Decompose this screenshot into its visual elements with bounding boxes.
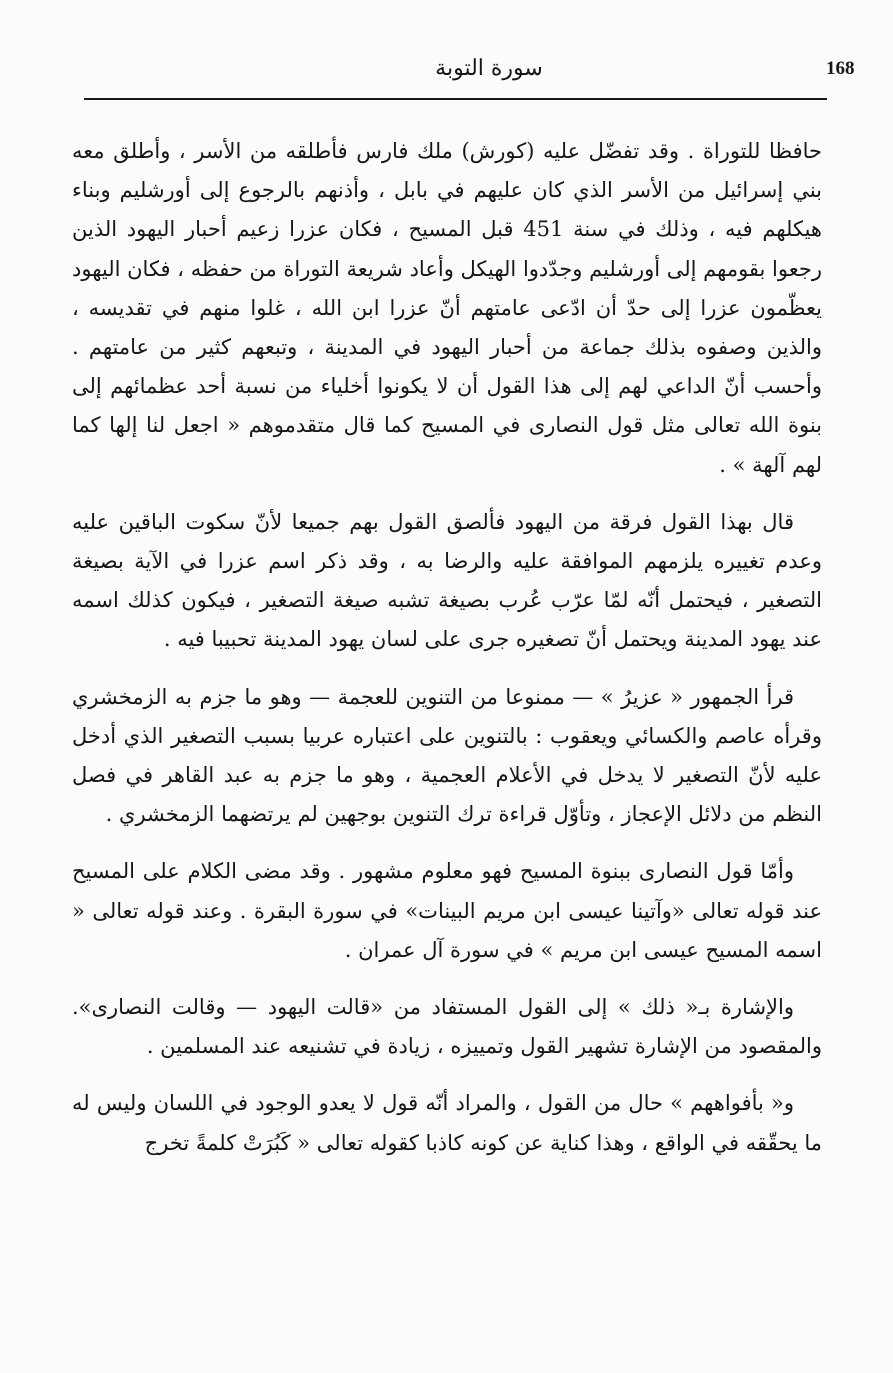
header-rule	[84, 98, 827, 100]
page-header	[84, 56, 855, 96]
running-head: سورة التوبة	[435, 56, 543, 81]
page-number: 168	[826, 58, 855, 79]
paragraph: قال بهذا القول فرقة من اليهود فألصق القول بهم جميعا لأنّ سكوت الباقين عليه وعدم تغييره يلزمهم الموافقة عليه والرضا به ، وقد ذكر اسم عزرا في الآية بصيغة التصغير ، فيحتمل أنّه لمّا عرّب عُرب بصيغة تشبه صيغة التصغير ، فيكون كذلك اسمه عند يهود المدينة ويحتمل أنّ تصغيره جرى على لسان يهود المدينة تحبيبا فيه .	[72, 509, 822, 652]
paragraph: حافظا للتوراة . وقد تفضّل عليه (كورش) ملك فارس فأطلقه من الأسر ، وأطلق معه بني إسرائيل من الأسر الذي كان عليهم في بابل ، وأذنهم بالرجوع إلى أورشليم وبناء هيكلهم فيه ، وذلك في سنة 451 قبل المسيح ، فكان عزرا زعيم أحبار اليهود الذين رجعوا بقومهم إلى أورشليم وجدّدوا الهيكل وأعاد شريعة التوراة من حفظه ، فكان اليهود يعظّمون عزرا إلى حدّ أن ادّعى عامتهم أنّ عزرا ابن الله ، غلوا منهم في تقديسه ، والذين وصفوه بذلك جماعة من أحبار اليهود في المدينة ، وتبعهم كثير من عامتهم . وأحسب أنّ الداعي لهم إلى هذا القول أن لا يكونوا أخلياء من نسبة أحد عظمائهم إلى بنوة الله تعالى مثل قول النصارى في المسيح كما قال متقدموهم « اجعل لنا إلها كما لهم آلهة » .	[72, 139, 822, 477]
body-text	[72, 132, 822, 1163]
paragraph: والإشارة بـ« ذلك » إلى القول المستفاد من «قالت اليهود — وقالت النصارى». والمقصود من الإشارة تشهير القول وتمييزه ، زيادة في تشنيعه عند المسلمين .	[72, 995, 822, 1059]
paragraph: قرأ الجمهور « عزيرُ » — ممنوعا من التنوين للعجمة — وهو ما جزم به الزمخشري وقرأه عاصم والكسائي ويعقوب : بالتنوين على اعتباره عربيا بسبب التصغير الذي أدخل عليه لأنّ التصغير لا يدخل في الأعلام العجمية ، وهو ما جزم به عبد القاهر في فصل النظم من دلائل الإعجاز ، وتأوّل قراءة ترك التنوين بوجهين لم يرتضهما الزمخشري .	[72, 684, 822, 827]
paragraph: وأمّا قول النصارى ببنوة المسيح فهو معلوم مشهور . وقد مضى الكلام على المسيح عند قوله تعالى «وآتينا عيسى ابن مريم البينات» في سورة البقرة . وعند قوله تعالى « اسمه المسيح عيسى ابن مريم » في سورة آل عمران .	[72, 859, 822, 962]
paragraph: و« بأفواههم » حال من القول ، والمراد أنّه قول لا يعدو الوجود في اللسان وليس له ما يحقّقه في الواقع ، وهذا كناية عن كونه كاذبا كقوله تعالى « كَبُرَتْ كلمةً تخرج	[72, 1091, 822, 1155]
